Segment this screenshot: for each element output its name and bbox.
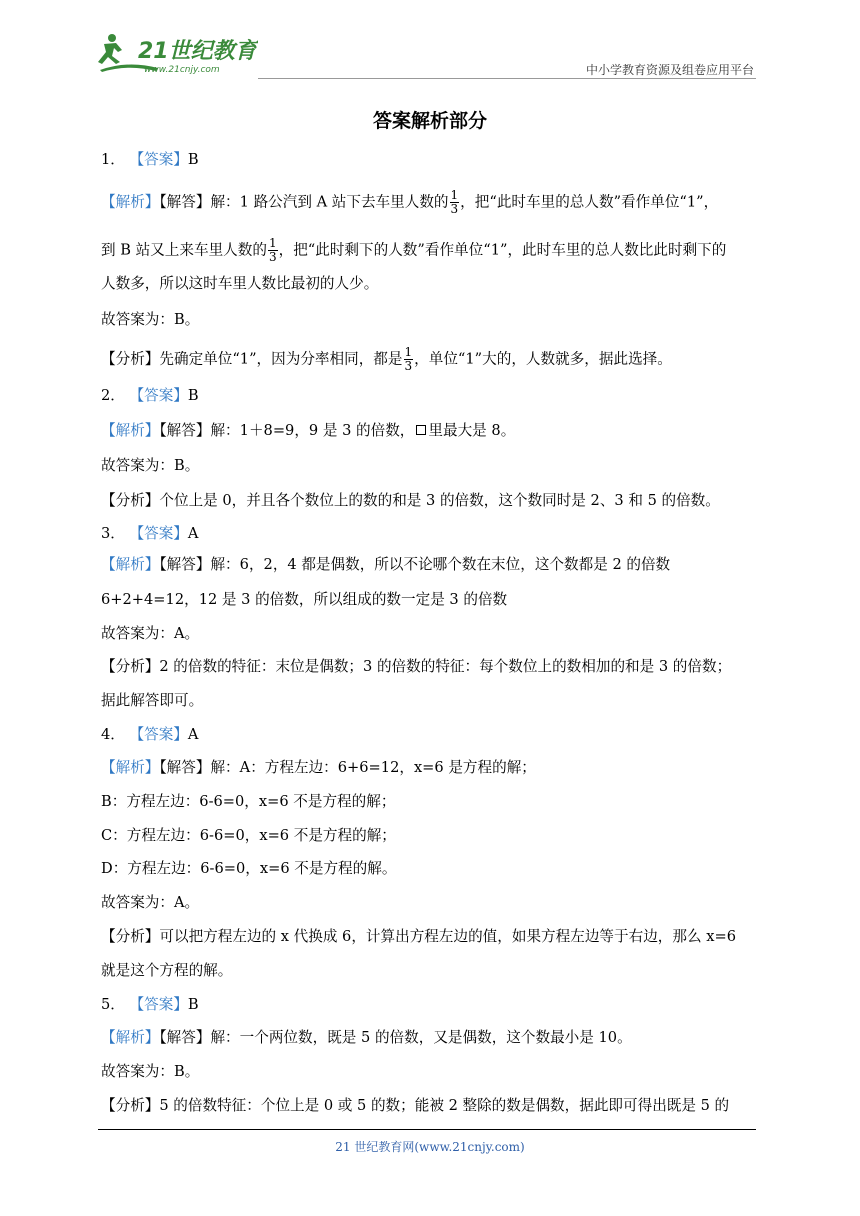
- q4-answer: A: [187, 726, 199, 743]
- q3-answer: A: [187, 525, 199, 542]
- q2-answer: B: [187, 387, 199, 404]
- q2-answer-line: 2． 【答案】B: [101, 387, 199, 404]
- platform-name: 中小学教育资源及组卷应用平台: [585, 63, 754, 77]
- q5-conclusion: 故答案为：B。: [101, 1063, 200, 1080]
- q5-answer-line: 5． 【答案】B: [101, 996, 199, 1013]
- q4-jiexi-line2: B：方程左边：6-6=0，x=6 不是方程的解；: [101, 793, 396, 810]
- q1-answer: B: [187, 151, 199, 168]
- q3-fenxi-line2: 据此解答即可。: [101, 692, 204, 709]
- q4-jiexi-line1: 【解析】【解答】解：A：方程左边：6+6=12，x=6 是方程的解；: [101, 759, 536, 776]
- page-header: [98, 30, 756, 78]
- q3-conclusion: 故答案为：A。: [101, 625, 200, 642]
- page-title: 答案解析部分: [372, 110, 487, 132]
- q5-answer: B: [187, 996, 199, 1013]
- q2-fenxi: 【分析】个位上是 0，并且各个数位上的数的和是 3 的倍数，这个数同时是 2、3 和 5 的倍数。: [101, 492, 720, 509]
- fraction-one-third: $\frac{1}{3}$: [404, 345, 413, 373]
- answer-tag: 【答案】: [129, 151, 188, 168]
- answer-tag: 【答案】: [129, 996, 188, 1013]
- q1-jiexi-line3: 人数多，所以这时车里人数比最初的人少。: [101, 275, 379, 292]
- q1-jiexi-line2: 到 B 站又上来车里人数的 $\frac{1}{3}$ ，把“此时剩下的人数”看作单位“1”，此时车里的总人数比此时剩下的: [101, 236, 727, 264]
- logo-main-text: 21世纪教育: [138, 39, 257, 64]
- jiexi-tag: 【解析】: [101, 556, 160, 573]
- q4-fenxi-line2: 就是这个方程的解。: [101, 962, 233, 979]
- q4-conclusion: 故答案为：A。: [101, 894, 200, 911]
- jiexi-tag: 【解析】: [101, 193, 160, 211]
- jiexi-tag: 【解析】: [101, 1029, 160, 1046]
- answer-tag: 【答案】: [129, 726, 188, 743]
- footer-link[interactable]: 21 世纪教育网(www.21cnjy.com): [335, 1140, 525, 1154]
- jiexi-tag: 【解析】: [101, 759, 160, 776]
- q4-answer-line: 4． 【答案】A: [101, 726, 199, 743]
- blank-box-icon: [416, 425, 426, 435]
- footer-divider: [98, 1129, 756, 1130]
- q5-jiexi-line1: 【解析】【解答】解：一个两位数，既是 5 的倍数，又是偶数，这个数最小是 10。: [101, 1029, 632, 1046]
- fraction-one-third: $\frac{1}{3}$: [268, 236, 277, 264]
- q5-fenxi: 【分析】5 的倍数特征：个位上是 0 或 5 的数；能被 2 整除的数是偶数，据此即可得出既是 5 的: [101, 1097, 730, 1114]
- site-logo: [98, 30, 258, 76]
- q3-jiexi-line1: 【解析】【解答】解：6，2，4 都是偶数，所以不论哪个数在末位，这个数都是 2 的倍数: [101, 556, 671, 573]
- q1-answer-line: 1． 【答案】B: [101, 151, 199, 168]
- q4-fenxi-line1: 【分析】可以把方程左边的 x 代换成 6，计算出方程左边的值，如果方程左边等于右边，那么 x=6: [101, 928, 736, 945]
- fraction-one-third: $\frac{1}{3}$: [450, 188, 459, 216]
- q1-fenxi: 【分析】先确定单位“1”，因为分率相同，都是 $\frac{1}{3}$ ，单位“1”大的，人数就多，据此选择。: [101, 345, 672, 373]
- q3-jiexi-line2: 6+2+4=12，12 是 3 的倍数，所以组成的数一定是 3 的倍数: [101, 591, 508, 608]
- q3-answer-line: 3． 【答案】A: [101, 525, 199, 542]
- q1-jiexi-line1: 【解析】【解答】解：1 路公汽到 A 站下去车里人数的 $\frac{1}{3}$ ，把“此时车里的总人数”看作单位“1”，: [101, 188, 719, 216]
- logo-sub-text: www.21cnjy.com: [144, 65, 220, 75]
- answer-tag: 【答案】: [129, 525, 188, 542]
- q2-jiexi-line1: 【解析】【解答】解：1＋8=9，9 是 3 的倍数， 里最大是 8。: [101, 422, 516, 439]
- q3-fenxi-line1: 【分析】2 的倍数的特征：末位是偶数；3 的倍数的特征：每个数位上的数相加的和是 3 的倍数；: [101, 658, 732, 675]
- q4-jiexi-line4: D：方程左边：6-6=0，x=6 不是方程的解。: [101, 860, 397, 877]
- q4-jiexi-line3: C：方程左边：6-6=0，x=6 不是方程的解；: [101, 827, 396, 844]
- q2-conclusion: 故答案为：B。: [101, 457, 200, 474]
- answer-tag: 【答案】: [129, 387, 188, 404]
- header-divider: [258, 78, 756, 79]
- jiexi-tag: 【解析】: [101, 422, 160, 439]
- q1-conclusion: 故答案为：B。: [101, 311, 200, 328]
